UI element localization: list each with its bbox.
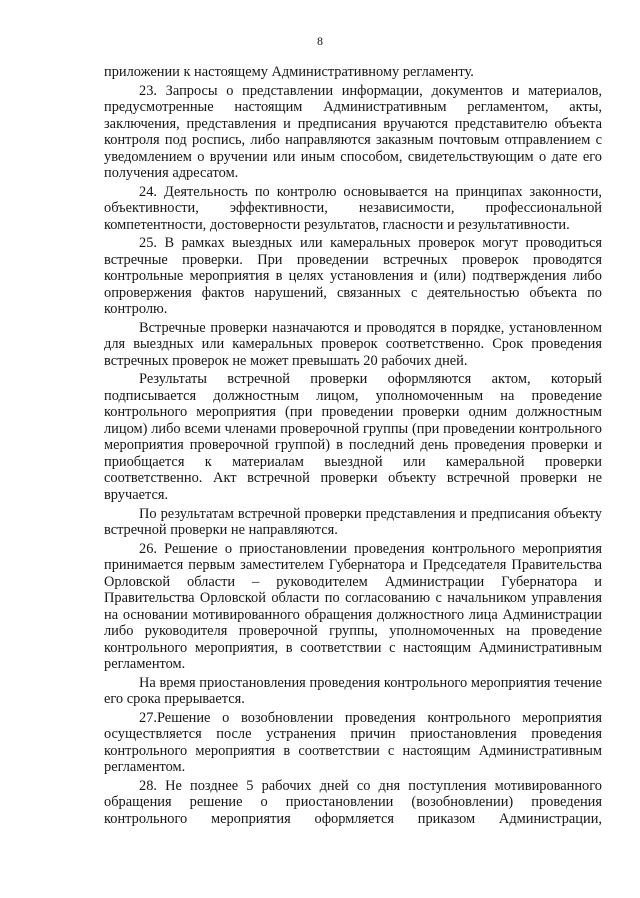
paragraph-25-counter-checks: Встречные проверки назначаются и проводятся в порядке, установленном для выездных или камеральных проверок соответственно. Срок проведения встречных проверок не может превышать 20 рабочих дней. — [104, 319, 602, 369]
paragraph-continuation: приложении к настоящему Административному регламенту. — [104, 64, 474, 80]
paragraph-27: 27.Решение о возобновлении проведения контрольного мероприятия осуществляется после устранения причин приостановления проведения контрольного мероприятия в соответствии с настоящим Административным регламентом. — [104, 709, 602, 776]
paragraph-25: 25. В рамках выездных или камеральных проверок могут проводиться встречные проверки. При проведении встречных проверок проводятся контрольные мероприятия в целях установления и (или) подтверждения либо опровержения фактов нарушений, связанных с деятельностью объекта по контролю. — [104, 235, 602, 318]
paragraph-26: 26. Решение о приостановлении проведения контрольного мероприятия принимается первым заместителем Губернатора и Председателя Правительства Орловской области – руководителем Администрации Губернатора и Правительства Орловской области по согласованию с начальником управления на основании мотивированного обращения должностного лица Администрации либо руководителя проверочной группы, уполномоченных на проведение контрольного мероприятия, в соответствии с настоящим Административным регламентом. — [104, 540, 602, 673]
paragraph-26-suspension: На время приостановления проведения контрольного мероприятия течение его срока прерывается. — [104, 674, 602, 708]
paragraph-28: 28. Не позднее 5 рабочих дней со дня поступления мотивированного обращения решение о приостановлении (возобновлении) проведения контрольного мероприятия оформляется приказом Администрации, — [104, 777, 602, 827]
paragraph-25-results: Результаты встречной проверки оформляются актом, который подписывается должностным лицом, уполномоченным на проведение контрольного мероприятия (при проведении проверки одним должностным лицом) либо всеми членами проверочной группы (при проведении контрольного мероприятия проверочной группой) в последний день проведения проверки и приобщается к материалам выездной или камеральной проверки соответственно. Акт встречной проверки объекту встречной проверки не вручается. — [104, 371, 602, 503]
paragraph-23: 23. Запросы о представлении информации, документов и материалов, предусмотренные настоящим Административным регламентом, акты, заключения, представления и предписания вручаются представителю объекта контроля под роспись, либо направляются заказным почтовым отправлением с уведомлением о вручении или иным способом, свидетельствующим о дате его получения адресатом. — [104, 82, 602, 182]
paragraph-25-no-orders: По результатам встречной проверки представления и предписания объекту встречной проверки не направляются. — [104, 505, 602, 539]
page-number: 8 — [317, 34, 323, 48]
paragraph-24: 24. Деятельность по контролю основывается на принципах законности, объективности, эффективности, независимости, профессиональной компетентности, достоверности результатов, гласности и результативности. — [104, 183, 602, 233]
document-body — [104, 64, 602, 830]
